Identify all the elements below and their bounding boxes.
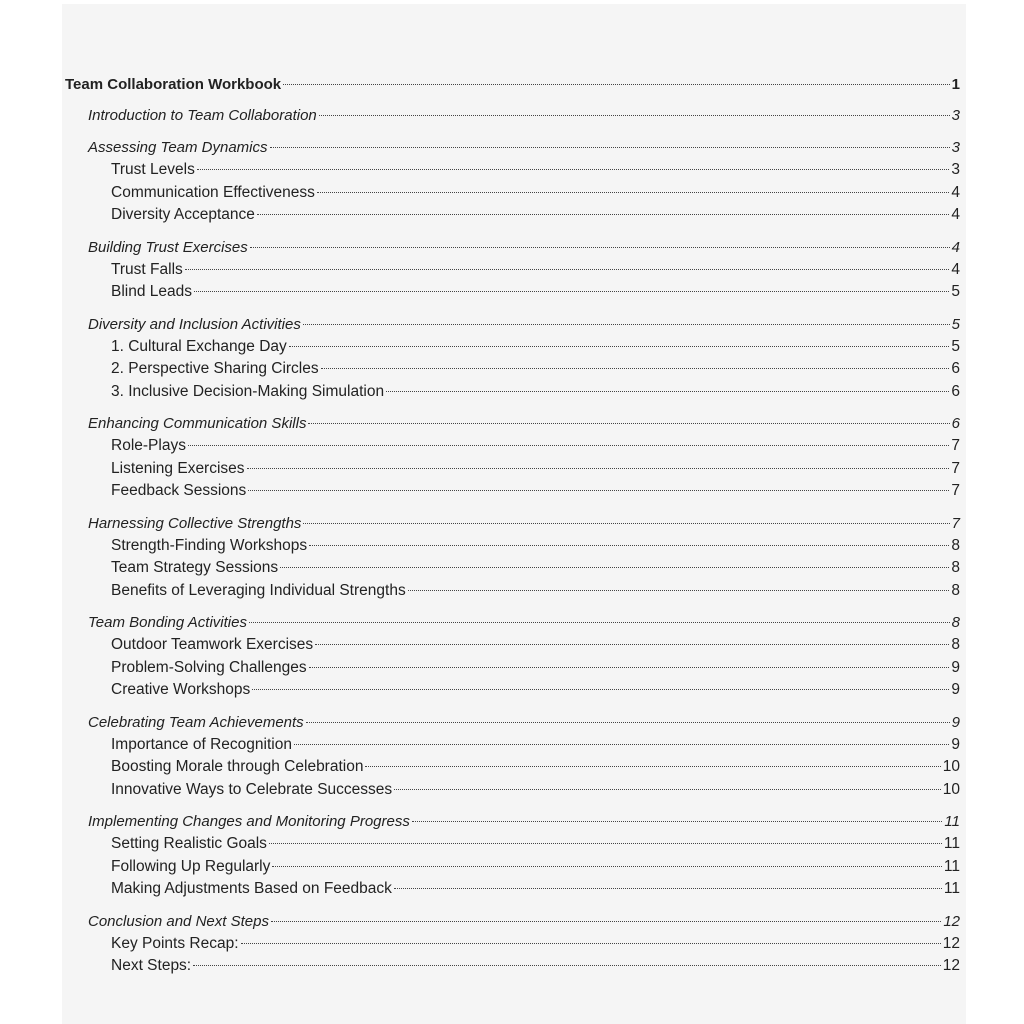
toc-entry-title: Next Steps:: [111, 957, 192, 974]
toc-entry-title: Following Up Regularly: [111, 857, 271, 875]
toc-subsection-entry[interactable]: [65, 336, 960, 359]
toc-dot-leader: [241, 943, 941, 944]
toc-page-number: 5: [951, 283, 960, 300]
toc-entry-title: Setting Realistic Goals: [111, 835, 267, 852]
toc-subsection-entry[interactable]: [65, 634, 960, 657]
toc-entry-title: Communication Effectiveness: [111, 183, 315, 201]
toc-entry-title: Boosting Morale through Celebration: [111, 758, 364, 775]
toc-title-entry[interactable]: [65, 74, 960, 96]
toc-subsection-entry[interactable]: [65, 358, 960, 381]
toc-page-number: 4: [951, 206, 960, 223]
toc-subsection-entry[interactable]: [65, 734, 960, 757]
toc-subsection-entry[interactable]: [65, 557, 960, 580]
toc-page-number: 7: [951, 437, 960, 454]
toc-section-entry[interactable]: [65, 513, 960, 535]
toc-subsection-entry[interactable]: [65, 381, 960, 404]
toc-page-number: 9: [951, 735, 960, 753]
toc-page-number: 3: [951, 107, 960, 124]
toc-page-number: 8: [951, 636, 960, 653]
toc-entry-title: Making Adjustments Based on Feedback: [111, 880, 392, 897]
toc-section-entry[interactable]: [65, 811, 960, 833]
toc-dot-leader: [386, 391, 949, 392]
toc-dot-leader: [280, 567, 949, 568]
toc-section-entry[interactable]: [65, 137, 960, 159]
toc-subsection-entry[interactable]: [65, 756, 960, 779]
toc-page-number: 4: [951, 260, 960, 278]
toc-entry-title: Team Strategy Sessions: [111, 559, 279, 576]
toc-entry-title: 3. Inclusive Decision-Making Simulation: [111, 382, 385, 400]
toc-page-number: 9: [951, 681, 960, 698]
toc-subsection-entry[interactable]: [65, 679, 960, 702]
toc-section-entry[interactable]: [65, 314, 960, 336]
toc-page-number: 7: [951, 514, 960, 532]
toc-entry-title: Innovative Ways to Celebrate Successes: [111, 780, 393, 798]
toc-page-number: 5: [951, 337, 960, 355]
toc-page-number: 11: [943, 880, 960, 897]
toc-section-entry[interactable]: [65, 237, 960, 259]
toc-dot-leader: [308, 423, 949, 424]
toc-entry-title: Outdoor Teamwork Exercises: [111, 636, 314, 653]
toc-entry-title: Strength-Finding Workshops: [111, 536, 308, 554]
toc-subsection-entry[interactable]: [65, 182, 960, 205]
toc-page-number: 11: [943, 857, 960, 875]
toc-subsection-entry[interactable]: [65, 878, 960, 901]
toc-entry-title: Problem-Solving Challenges: [111, 658, 307, 676]
toc-page-number: 12: [942, 934, 960, 952]
toc-dot-leader: [309, 667, 950, 668]
toc-dot-leader: [394, 789, 941, 790]
toc-dot-leader: [248, 490, 949, 491]
toc-dot-leader: [303, 324, 950, 325]
toc-entry-title: Trust Falls: [111, 260, 183, 278]
toc-entry-title: 1. Cultural Exchange Day: [111, 337, 287, 355]
toc-dot-leader: [303, 523, 949, 524]
toc-entry-title: Key Points Recap:: [111, 934, 239, 952]
toc-entry-title: Conclusion and Next Steps: [88, 912, 269, 930]
toc-entry-title: Benefits of Leveraging Individual Strengths: [111, 581, 406, 599]
toc-page-number: 11: [944, 813, 960, 830]
toc-dot-leader: [252, 689, 949, 690]
toc-page-number: 4: [951, 183, 960, 201]
toc-dot-leader: [394, 888, 942, 889]
toc-section-entry[interactable]: [65, 712, 960, 734]
toc-dot-leader: [309, 545, 949, 546]
toc-dot-leader: [257, 214, 950, 215]
toc-page-number: 10: [942, 780, 960, 798]
toc-dot-leader: [294, 744, 949, 745]
toc-dot-leader: [315, 644, 949, 645]
toc-subsection-entry[interactable]: [65, 833, 960, 856]
toc-subsection-entry[interactable]: [65, 458, 960, 481]
toc-dot-leader: [317, 192, 949, 193]
toc-page-number: 5: [951, 315, 960, 333]
toc-subsection-entry[interactable]: [65, 657, 960, 680]
toc-page-number: 8: [951, 614, 960, 631]
toc-page-number: 8: [951, 559, 960, 576]
toc-page-number: 9: [951, 713, 960, 731]
toc-page-number: 8: [951, 581, 960, 599]
toc-entry-title: Building Trust Exercises: [88, 238, 248, 256]
toc-dot-leader: [269, 843, 942, 844]
toc-dot-leader: [412, 821, 943, 822]
toc-dot-leader: [250, 247, 950, 248]
toc-section-entry[interactable]: [65, 911, 960, 933]
toc-dot-leader: [270, 147, 950, 148]
toc-dot-leader: [271, 921, 941, 922]
toc-dot-leader: [188, 445, 949, 446]
toc-dot-leader: [289, 346, 950, 347]
table-of-contents: [65, 74, 960, 978]
toc-subsection-entry[interactable]: [65, 259, 960, 282]
toc-subsection-entry[interactable]: [65, 933, 960, 956]
toc-entry-title: 2. Perspective Sharing Circles: [111, 360, 319, 377]
toc-page-number: 11: [943, 835, 960, 852]
toc-subsection-entry[interactable]: [65, 580, 960, 603]
toc-page-number: 9: [951, 658, 960, 676]
toc-dot-leader: [319, 115, 950, 116]
toc-entry-title: Creative Workshops: [111, 681, 251, 698]
toc-entry-title: Blind Leads: [111, 283, 193, 300]
toc-dot-leader: [185, 269, 950, 270]
toc-entry-title: Listening Exercises: [111, 459, 245, 477]
toc-subsection-entry[interactable]: [65, 159, 960, 182]
toc-subsection-entry[interactable]: [65, 856, 960, 879]
toc-entry-title: Enhancing Communication Skills: [88, 415, 307, 432]
toc-dot-leader: [408, 590, 950, 591]
toc-subsection-entry[interactable]: [65, 435, 960, 458]
toc-page-number: 6: [951, 415, 960, 432]
toc-page-number: 3: [951, 161, 960, 178]
toc-page-number: 7: [951, 459, 960, 477]
toc-entry-title: Celebrating Team Achievements: [88, 713, 304, 731]
toc-page-number: 12: [943, 912, 960, 930]
toc-subsection-entry[interactable]: [65, 281, 960, 304]
toc-entry-title: Harnessing Collective Strengths: [88, 514, 302, 532]
toc-page-number: 10: [942, 758, 960, 775]
toc-page-number: 4: [951, 238, 960, 256]
toc-dot-leader: [193, 965, 941, 966]
toc-dot-leader: [272, 866, 942, 867]
toc-page-number: 3: [951, 139, 960, 156]
toc-subsection-entry[interactable]: [65, 955, 960, 978]
toc-page-number: 1: [951, 76, 960, 93]
toc-page-number: 12: [942, 957, 960, 974]
toc-subsection-entry[interactable]: [65, 535, 960, 558]
toc-entry-title: Team Bonding Activities: [88, 614, 247, 631]
toc-dot-leader: [247, 468, 950, 469]
toc-section-entry[interactable]: [65, 612, 960, 634]
toc-subsection-entry[interactable]: [65, 480, 960, 503]
toc-entry-title: Trust Levels: [111, 161, 195, 178]
toc-dot-leader: [194, 291, 949, 292]
toc-entry-title: Role-Plays: [111, 437, 186, 454]
toc-dot-leader: [249, 622, 950, 623]
toc-section-entry[interactable]: [65, 105, 960, 127]
toc-dot-leader: [321, 368, 950, 369]
toc-dot-leader: [365, 766, 940, 767]
toc-entry-title: Implementing Changes and Monitoring Progress: [88, 813, 410, 830]
toc-entry-title: Diversity and Inclusion Activities: [88, 315, 301, 333]
toc-dot-leader: [306, 722, 950, 723]
toc-entry-title: Introduction to Team Collaboration: [88, 107, 317, 124]
toc-page-number: 8: [951, 536, 960, 554]
toc-dot-leader: [197, 169, 950, 170]
toc-subsection-entry[interactable]: [65, 779, 960, 802]
document-page: [62, 4, 966, 1024]
toc-page-number: 7: [951, 482, 960, 499]
toc-entry-title: Importance of Recognition: [111, 735, 292, 753]
toc-entry-title: Assessing Team Dynamics: [88, 139, 268, 156]
toc-dot-leader: [283, 84, 950, 85]
toc-page-number: 6: [951, 360, 960, 377]
toc-entry-title: Team Collaboration Workbook: [65, 76, 282, 93]
toc-page-number: 6: [951, 382, 960, 400]
toc-section-entry[interactable]: [65, 413, 960, 435]
toc-subsection-entry[interactable]: [65, 204, 960, 227]
toc-entry-title: Feedback Sessions: [111, 482, 247, 499]
toc-entry-title: Diversity Acceptance: [111, 206, 255, 223]
